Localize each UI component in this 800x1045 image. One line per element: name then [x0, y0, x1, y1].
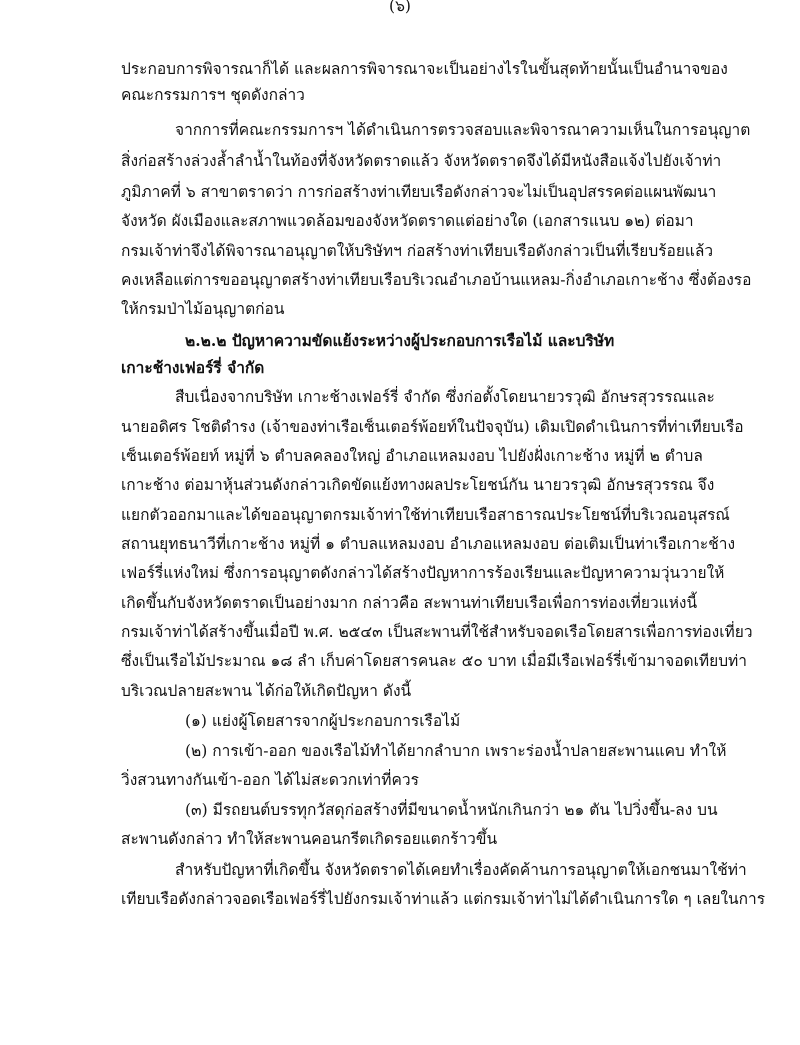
list-item: (๑) แย่งผู้โดยสารจากผู้ประกอบการเรือไม้ [185, 712, 461, 730]
text-line: จังหวัด ผังเมืองและสภาพแวดล้อมของจังหวัดตราดแต่อย่างใด (เอกสารแนบ ๑๒) ต่อมา [121, 212, 694, 230]
text-line: บริเวณปลายสะพาน ได้ก่อให้เกิดปัญหา ดังนี้ [121, 682, 412, 700]
text-line: วิ่งสวนทางกันเข้า-ออก ได้ไม่สะดวกเท่าที่ควร [121, 771, 419, 789]
text-line: คณะกรรมการฯ ชุดดังกล่าว [121, 86, 305, 104]
text-line: เกาะช้าง ต่อมาหุ้นส่วนดังกล่าวเกิดขัดแย้งทางผลประโยชน์กัน นายวรวุฒิ อักษรสุวรรณ จึง [121, 476, 715, 494]
text-line: สำหรับปัญหาที่เกิดขึ้น จังหวัดตราดได้เคยทำเรื่องคัดค้านการอนุญาตให้เอกชนมาใช้ท่า [175, 861, 747, 879]
text-line: ซึ่งเป็นเรือไม้ประมาณ ๑๘ ลำ เก็บค่าโดยสารคนละ ๕๐ บาท เมื่อมีเรือเฟอร์รี่เข้ามาจอดเทียบท่า [121, 652, 747, 670]
text-line: เฟอร์รี่แห่งใหม่ ซึ่งการอนุญาตดังกล่าวได้สร้างปัญหาการร้องเรียนและปัญหาความวุ่นวายให้ [121, 564, 725, 582]
page-number: (๖) [389, 0, 411, 15]
section-heading: เกาะช้างเฟอร์รี่ จำกัด [121, 358, 265, 377]
text-line: สืบเนื่องจากบริษัท เกาะช้างเฟอร์รี่ จำกัด ซึ่งก่อตั้งโดยนายวรวุฒิ อักษรสุวรรณและ [175, 388, 715, 406]
text-line: สิ่งก่อสร้างล่วงล้ำลำน้ำในท้องที่จังหวัดตราดแล้ว จังหวัดตราดจึงได้มีหนังสือแจ้งไปยังเจ้าท่า [121, 152, 722, 170]
text-line: ภูมิภาคที่ ๖ สาขาตราดว่า การก่อสร้างท่าเทียบเรือดังกล่าวจะไม่เป็นอุปสรรคต่อแผนพัฒนา [121, 183, 717, 201]
text-line: กรมเจ้าท่าจึงได้พิจารณาอนุญาตให้บริษัทฯ ก่อสร้างท่าเทียบเรือดังกล่าวเป็นที่เรียบร้อยแล้ว [121, 242, 714, 260]
text-line: สถานยุทธนาวีที่เกาะช้าง หมู่ที่ ๑ ตำบลแหลมงอบ อำเภอแหลมงอบ ต่อเติมเป็นท่าเรือเกาะช้าง [121, 535, 736, 553]
text-line: แยกตัวออกมาและได้ขออนุญาตกรมเจ้าท่าใช้ท่าเทียบเรือสาธารณประโยชน์ที่บริเวณอนุสรณ์ [121, 506, 730, 524]
text-line: ประกอบการพิจารณาก็ได้ และผลการพิจารณาจะเป็นอย่างไรในขั้นสุดท้ายนั้นเป็นอำนาจของ [121, 60, 728, 78]
list-item: (๓) มีรถยนต์บรรทุกวัสดุก่อสร้างที่มีขนาดน้ำหนักเกินกว่า ๒๑ ตัน ไปวิ่งขึ้น-ลง บน [185, 801, 718, 819]
text-line: ให้กรมป่าไม้อนุญาตก่อน [121, 300, 285, 318]
text-line: กรมเจ้าท่าได้สร้างขึ้นเมื่อปี พ.ศ. ๒๕๔๓ เป็นสะพานที่ใช้สำหรับจอดเรือโดยสารเพื่อการท่องเที่ยว [121, 623, 753, 641]
text-line: เทียบเรือดังกล่าวจอดเรือเฟอร์รี่ไปยังกรมเจ้าท่าแล้ว แต่กรมเจ้าท่าไม่ได้ดำเนินการใด ๆ เลยในการ [121, 890, 766, 908]
text-line: นายอดิศร โชติดำรง (เจ้าของท่าเรือเซ็นเตอร์พ้อยท์ในปัจจุบัน) เดิมเปิดดำเนินการที่ท่าเทียบเรือ [121, 418, 744, 436]
text-line: เกิดขึ้นกับจังหวัดตราดเป็นอย่างมาก กล่าวคือ สะพานท่าเทียบเรือเพื่อการท่องเที่ยวแห่งนี้ [121, 594, 698, 612]
section-heading: ๒.๒.๒ ปัญหาความขัดแย้งระหว่างผู้ประกอบการเรือไม้ และบริษัท [185, 331, 615, 350]
text-line: คงเหลือแต่การขออนุญาตสร้างท่าเทียบเรือบริเวณอำเภอบ้านแหลม-กิ่งอำเภอเกาะช้าง ซึ่งต้องรอ [121, 271, 752, 289]
list-item: (๒) การเข้า-ออก ของเรือไม้ทำได้ยากลำบาก เพราะร่องน้ำปลายสะพานแคบ ทำให้ [185, 742, 727, 760]
text-line: สะพานดังกล่าว ทำให้สะพานคอนกรีตเกิดรอยแตกร้าวขึ้น [121, 830, 498, 848]
text-line: จากการที่คณะกรรมการฯ ได้ดำเนินการตรวจสอบและพิจารณาความเห็นในการอนุญาต [175, 121, 751, 139]
text-line: เซ็นเตอร์พ้อยท์ หมู่ที่ ๖ ตำบลคลองใหญ่ อำเภอแหลมงอบ ไปยังฝั่งเกาะช้าง หมู่ที่ ๒ ตำบล [121, 447, 703, 465]
